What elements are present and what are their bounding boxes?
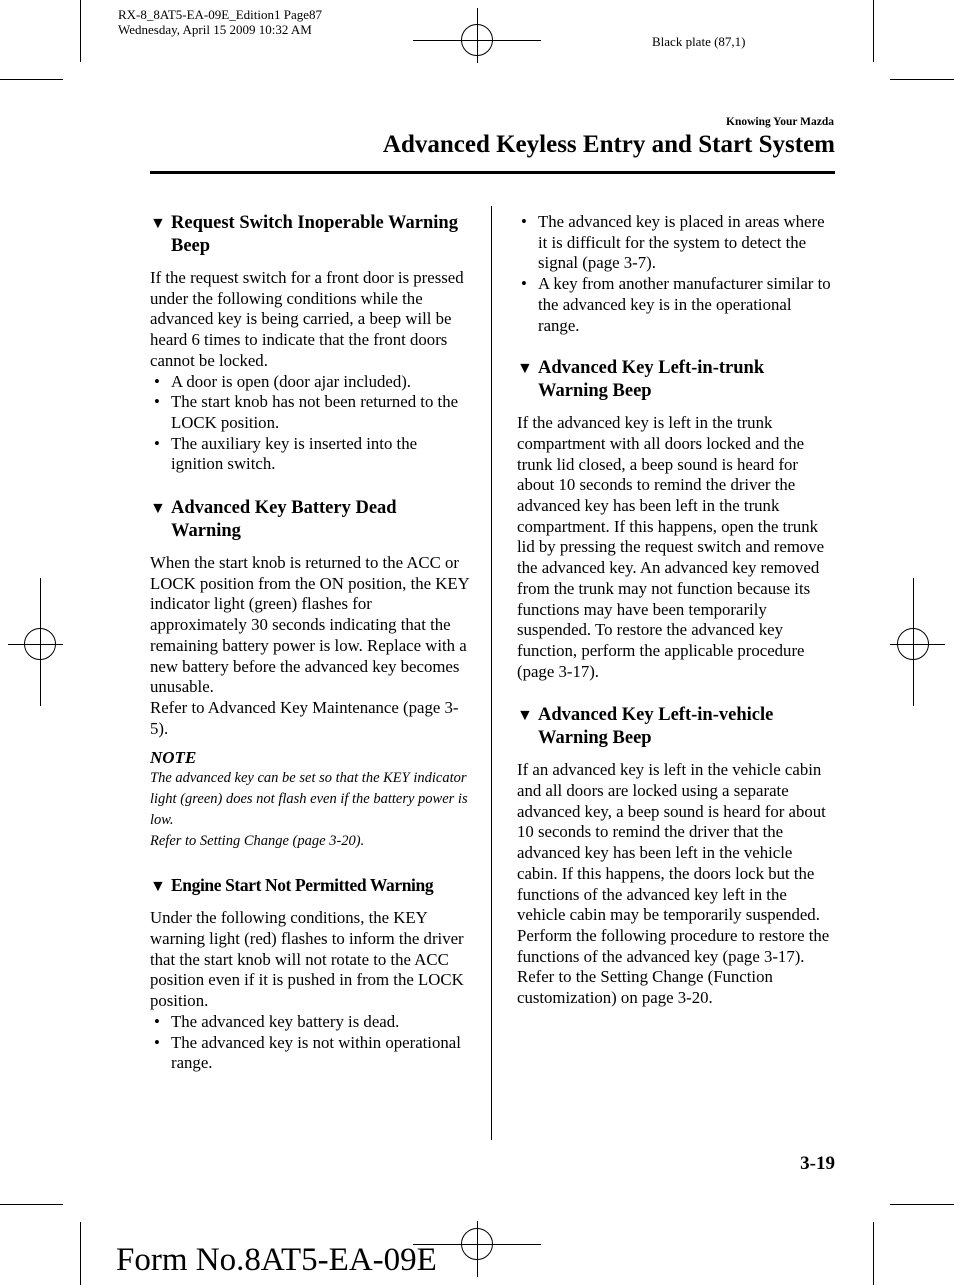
column-divider — [491, 206, 492, 1140]
crop-mark — [890, 79, 954, 80]
registration-circle — [897, 628, 929, 660]
paragraph: Refer to Advanced Key Maintenance (page 3-5). — [150, 697, 459, 738]
list-item: • The advanced key is not within operational range. — [150, 1033, 470, 1074]
left-column — [150, 212, 470, 1074]
down-triangle-icon: ▼ — [150, 215, 166, 232]
list-item: • The start knob has not been returned to the LOCK position. — [150, 392, 470, 433]
section-heading: ▼ Advanced Key Left-in-trunk Warning Beep — [517, 358, 765, 402]
section-label: Knowing Your Mazda — [726, 116, 834, 128]
list-item: • The auxiliary key is inserted into the ignition switch. — [150, 434, 470, 475]
form-number: Form No.8AT5-EA-09E — [116, 1242, 437, 1278]
plate-label: Black plate (87,1) — [652, 34, 746, 49]
paragraph: If the advanced key is left in the trunk compartment with all doors locked and the trunk lid closed, a beep sound is heard for about 10 seconds to remind the driver the advanced key has been left in the trunk compartment. If this happens, open the trunk lid by pressing the request switch and remove the advanced key. An advanced key removed from the trunk may not function because its functions may have been temporarily suspended. To restore the advanced key function, perform the applicable procedure (page 3-17). — [517, 413, 825, 681]
crop-mark — [873, 0, 874, 62]
title-rule — [150, 171, 835, 174]
registration-circle — [461, 24, 493, 56]
date-line: Wednesday, April 15 2009 10:32 AM — [118, 22, 312, 37]
note-ref: Refer to Setting Change (page 3-20). — [150, 833, 365, 850]
section-heading: ▼ Advanced Key Left-in-vehicle Warning Beep — [517, 705, 774, 749]
crop-mark — [80, 0, 81, 62]
registration-circle — [461, 1228, 493, 1260]
crop-mark — [0, 79, 63, 80]
paragraph: If an advanced key is left in the vehicle cabin and all doors are locked using a separate advanced key, a beep sound is heard for about 10 seconds to remind the driver that the advanced key has been left in the vehicle cabin. If this happens, the doors lock but the functions of the advanced key left in the vehicle cabin may be temporarily suspended. Perform the following procedure to restore the functions of the advanced key (page 3-17). — [517, 760, 830, 966]
page-title: Advanced Keyless Entry and Start System — [382, 131, 835, 158]
list-item: • The advanced key battery is dead. — [150, 1012, 470, 1033]
list-item: • A key from another manufacturer similar to the advanced key is in the operational range. — [517, 274, 835, 336]
bullet-list — [150, 372, 470, 476]
paragraph: Refer to the Setting Change (Function customization) on page 3-20. — [517, 967, 773, 1008]
crop-mark — [0, 1204, 63, 1205]
crop-mark — [890, 1204, 954, 1205]
down-triangle-icon: ▼ — [150, 500, 166, 518]
page-number: 3-19 — [800, 1153, 835, 1174]
list-item: • The advanced key is placed in areas where it is difficult for the system to detect the signal (page 3-7). — [517, 212, 835, 274]
section-heading: ▼ Engine Start Not Permitted Warning — [150, 874, 470, 898]
note-text: The advanced key can be set so that the KEY indicator light (green) does not flash even if the battery power is low. — [150, 770, 468, 829]
paragraph: When the start knob is returned to the ACC or LOCK position from the ON position, the KEY indicator light (green) flashes for approximately 30 seconds indicating that the remaining battery power is low. Replace with a new battery before the advanced key becomes unusable. — [150, 553, 470, 697]
bullet-list — [517, 212, 835, 336]
list-item: • A door is open (door ajar included). — [150, 372, 470, 393]
down-triangle-icon: ▼ — [517, 360, 533, 378]
paragraph: If the request switch for a front door is pressed under the following conditions while the advanced key is being carried, a beep will be heard 6 times to indicate that the front doors cannot be locked. — [150, 268, 464, 370]
registration-circle — [24, 628, 56, 660]
paragraph: Under the following conditions, the KEY warning light (red) flashes to inform the driver that the start knob will not rotate to the ACC position even if it is pushed in from the LOCK position. — [150, 908, 464, 1011]
section-heading: ▼ Advanced Key Battery Dead Warning — [150, 498, 397, 542]
note-heading: NOTE — [150, 748, 197, 768]
file-info — [118, 7, 322, 37]
crop-mark — [80, 1222, 81, 1285]
section-heading: ▼ Request Switch Inoperable Warning Beep — [150, 213, 458, 256]
file-line: RX-8_8AT5-EA-09E_Edition1 Page87 — [118, 7, 323, 22]
down-triangle-icon: ▼ — [150, 878, 166, 896]
note-block — [150, 747, 470, 852]
crop-mark — [873, 1222, 874, 1285]
down-triangle-icon: ▼ — [517, 707, 533, 725]
bullet-list — [150, 1012, 470, 1074]
right-column — [517, 212, 835, 1009]
